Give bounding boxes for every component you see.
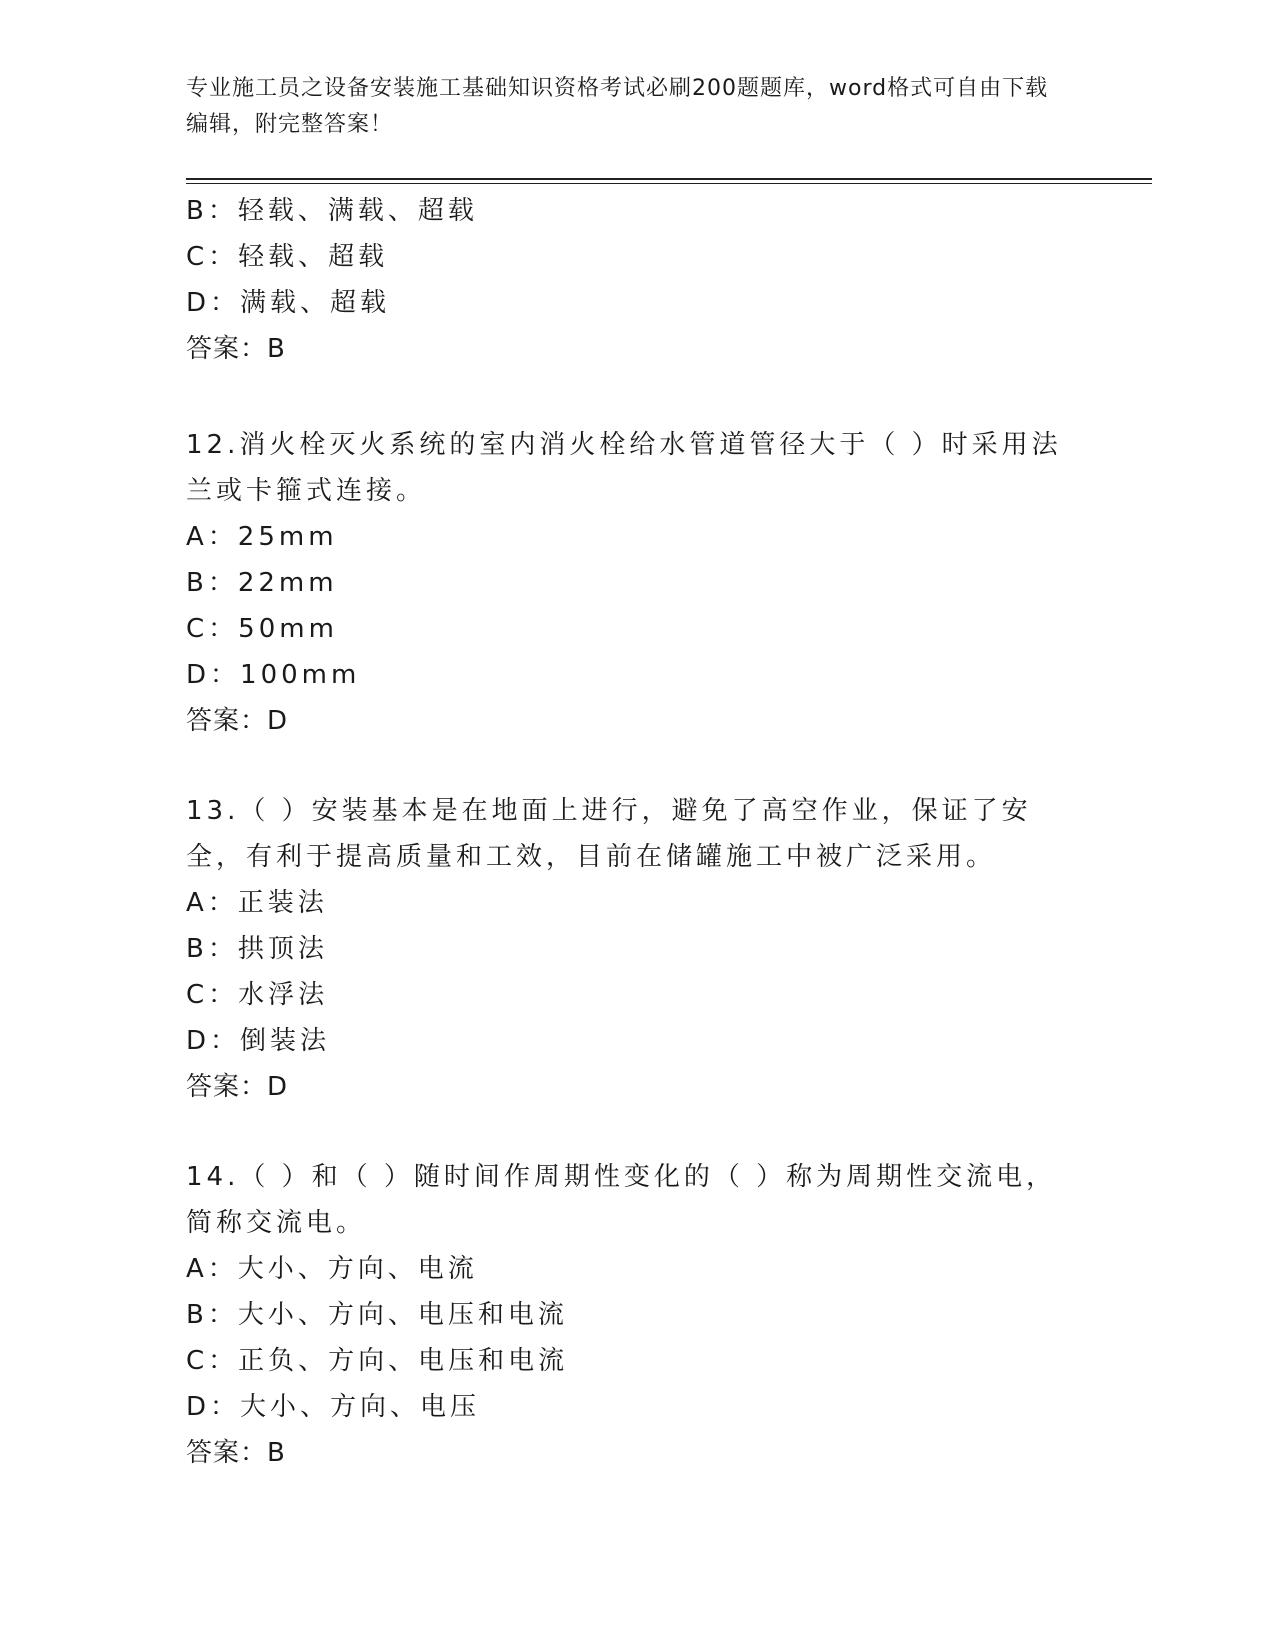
header-divider-thin: [186, 183, 1152, 184]
answer-line: 答案：D: [186, 706, 289, 736]
option-d: D：满载、超载: [186, 288, 391, 318]
header-divider-thick: [186, 178, 1152, 180]
option-b: B：轻载、满载、超载: [186, 196, 478, 226]
question-11-tail: [186, 188, 1086, 372]
question-text: 13.（ ）安装基本是在地面上进行，避免了高空作业，保证了安全，有利于提高质量和工效，目前在储罐施工中被广泛采用。: [186, 796, 1032, 872]
document-header: 专业施工员之设备安装施工基础知识资格考试必刷200题题库，word格式可自由下载编辑，附完整答案！: [186, 76, 1049, 137]
option-b: B：拱顶法: [186, 934, 328, 964]
option-c: C：轻载、超载: [186, 242, 389, 272]
question-text: 12.消火栓灭火系统的室内消火栓给水管道管径大于（ ）时采用法兰或卡箍式连接。: [186, 430, 1062, 506]
question-content: [186, 188, 1086, 1468]
question-text: 14.（ ）和（ ）随时间作周期性变化的（ ）称为周期性交流电，简称交流电。: [186, 1162, 1057, 1238]
question-13: [186, 788, 1066, 1110]
answer-line: 答案：B: [186, 334, 286, 364]
option-a: A：25mm: [186, 522, 338, 552]
option-d: D：倒装法: [186, 1026, 331, 1056]
question-12: [186, 422, 1066, 744]
option-c: C：水浮法: [186, 980, 329, 1010]
answer-line: 答案：D: [186, 1072, 289, 1102]
option-b: B：22mm: [186, 568, 338, 598]
option-c: C：50mm: [186, 614, 338, 644]
option-d: D：大小、方向、电压: [186, 1392, 481, 1422]
question-14: [186, 1154, 1066, 1476]
option-c: C：正负、方向、电压和电流: [186, 1346, 569, 1376]
option-a: A：正装法: [186, 888, 328, 918]
answer-line: 答案：B: [186, 1438, 286, 1468]
option-a: A：大小、方向、电流: [186, 1254, 478, 1284]
option-b: B：大小、方向、电压和电流: [186, 1300, 568, 1330]
option-d: D：100mm: [186, 660, 361, 690]
